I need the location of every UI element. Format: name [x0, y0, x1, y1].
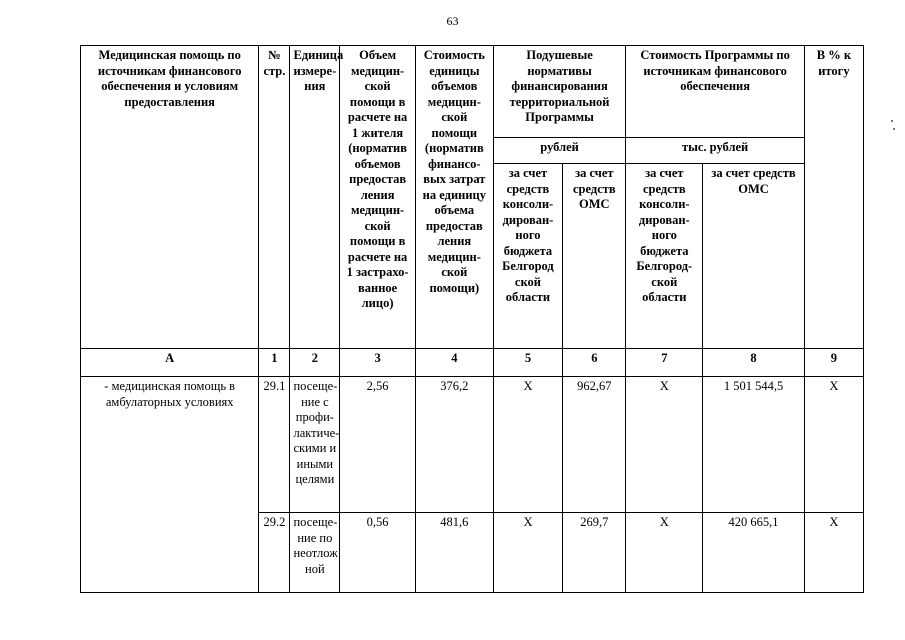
header-program-cost: Стоимость Программы по источникам финансового обеспечения — [626, 46, 804, 138]
volume-cell: 0,56 — [340, 513, 416, 593]
scan-speck — [891, 120, 893, 122]
table-row — [81, 377, 864, 513]
column-number: 2 — [290, 349, 340, 377]
header-care-type: Медицинская помощь по источникам финансового обеспечения и условиям предоставления — [81, 46, 259, 349]
column-number: 7 — [626, 349, 703, 377]
column-numbers-row — [81, 349, 864, 377]
page-number: 63 — [446, 14, 459, 28]
header-cost-budget: за счет средств консоли-дирован-ного бюджета Белгород-ской области — [626, 164, 703, 349]
care-type-cell: - медицинская помощь в амбулаторных условиях — [81, 377, 259, 593]
header-line-number: № стр. — [259, 46, 290, 349]
cost-oms-cell: 1 501 544,5 — [703, 377, 805, 513]
per-capita-budget-cell: X — [493, 513, 562, 593]
unit-cell: посеще-ние по неотлож ной — [290, 513, 340, 593]
column-number: 4 — [415, 349, 493, 377]
header-volume: Объем медицин-ской помощи в расчете на 1 жителя (норматив объемов предостав ления медицин-ской помощи в расчете на 1 застрахо-ванное лицо) — [340, 46, 416, 349]
column-number: 5 — [493, 349, 562, 377]
medical-care-table — [80, 45, 864, 593]
per-capita-oms-cell: 962,67 — [563, 377, 626, 513]
line-number-cell: 29.1 — [259, 377, 290, 513]
scan-speck — [893, 128, 895, 130]
column-number: 6 — [563, 349, 626, 377]
column-number: А — [81, 349, 259, 377]
unit-cell: посеще-ние с профи-лактиче-скими и иными целями — [290, 377, 340, 513]
header-percent: В % к итогу — [804, 46, 863, 349]
header-unit-cost: Стоимость единицы объемов медицин-ской помощи (норматив финансо-вых затрат на единицу объема предостав ления медицин-ской помощи) — [415, 46, 493, 349]
column-number: 1 — [259, 349, 290, 377]
percent-cell: X — [804, 377, 863, 513]
per-capita-oms-cell: 269,7 — [563, 513, 626, 593]
line-number-cell: 29.2 — [259, 513, 290, 593]
unit-cost-cell: 481,6 — [415, 513, 493, 593]
header-unit: Единица измере-ния — [290, 46, 340, 349]
header-cost-oms: за счет средств ОМС — [703, 164, 805, 349]
header-per-capita-budget: за счет средств консоли-дирован-ного бюджета Белгород ской области — [493, 164, 562, 349]
volume-cell: 2,56 — [340, 377, 416, 513]
cost-budget-cell: X — [626, 513, 703, 593]
column-number: 8 — [703, 349, 805, 377]
cost-oms-cell: 420 665,1 — [703, 513, 805, 593]
header-per-capita-oms: за счет средств ОМС — [563, 164, 626, 349]
header-per-capita: Подушевые нормативы финансирования территориальной Программы — [493, 46, 626, 138]
column-number: 9 — [804, 349, 863, 377]
percent-cell: X — [804, 513, 863, 593]
column-number: 3 — [340, 349, 416, 377]
header-unit-rubles: рублей — [493, 138, 626, 164]
cost-budget-cell: X — [626, 377, 703, 513]
header-unit-thousand-rubles: тыс. рублей — [626, 138, 804, 164]
unit-cost-cell: 376,2 — [415, 377, 493, 513]
per-capita-budget-cell: X — [493, 377, 562, 513]
